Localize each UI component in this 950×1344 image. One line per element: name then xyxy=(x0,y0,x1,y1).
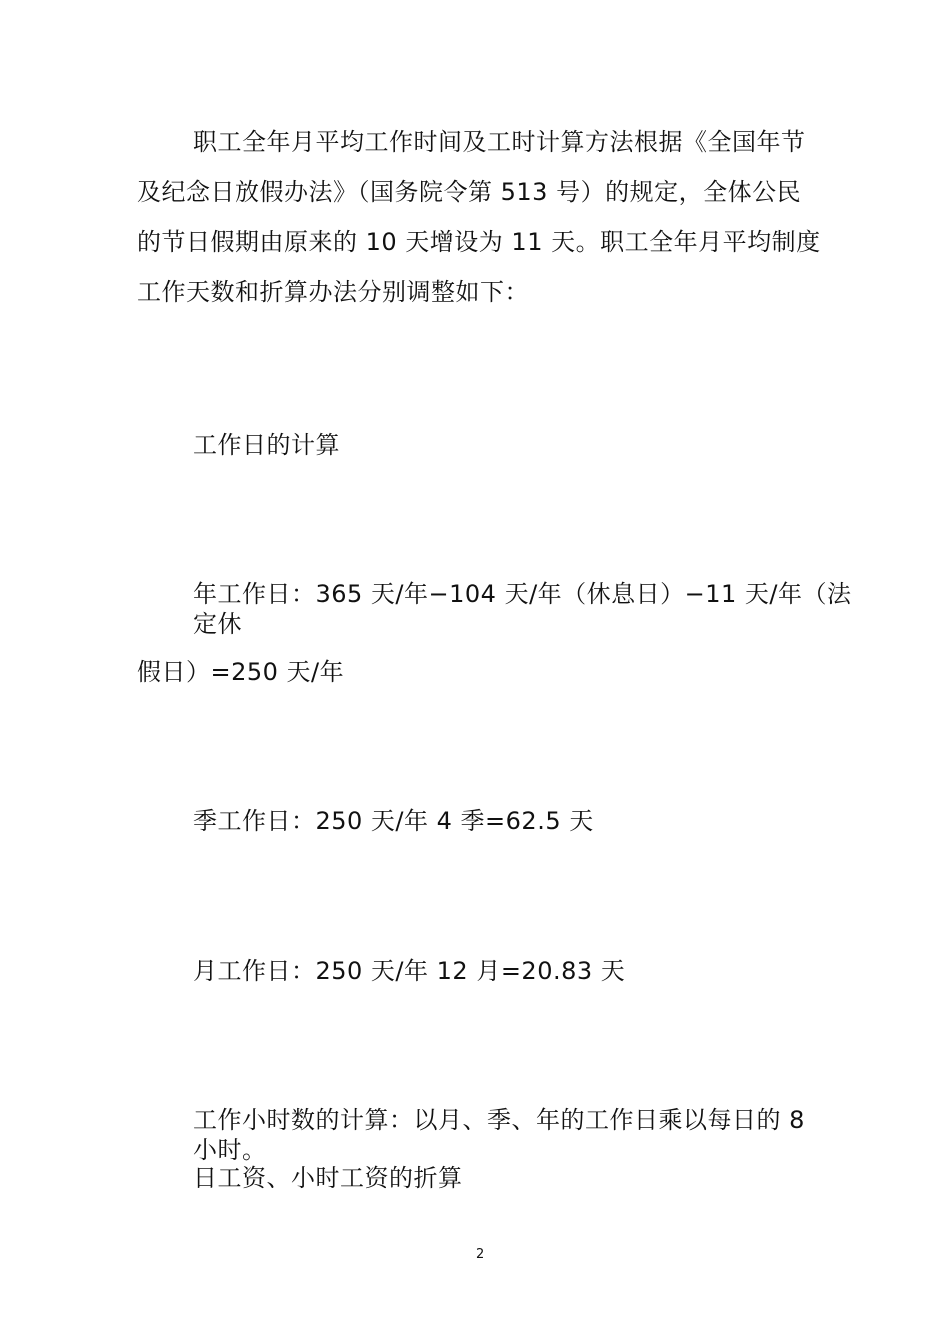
hours-line-1: 工作小时数的计算：以月、季、年的工作日乘以每日的 8 xyxy=(193,1106,805,1134)
annual-line-3: 假日）=250 天/年 xyxy=(137,658,345,686)
quarterly-line: 季工作日：250 天/年 4 季=62.5 天 xyxy=(193,807,594,835)
workday-heading: 工作日的计算 xyxy=(193,431,340,459)
intro-line-4: 工作天数和折算办法分别调整如下： xyxy=(137,278,529,306)
intro-line-2: 及纪念日放假办法》（国务院令第 513 号）的规定，全体公民 xyxy=(137,178,802,206)
page-number: 2 xyxy=(476,1247,485,1262)
monthly-line: 月工作日：250 天/年 12 月=20.83 天 xyxy=(193,957,626,985)
wage-heading: 日工资、小时工资的折算 xyxy=(193,1164,463,1192)
annual-line-2: 定休 xyxy=(193,610,242,638)
annual-line-1: 年工作日：365 天/年−104 天/年（休息日）−11 天/年（法 xyxy=(193,580,852,608)
intro-line-3: 的节日假期由原来的 10 天增设为 11 天。职工全年月平均制度 xyxy=(137,228,821,256)
hours-line-2: 小时。 xyxy=(193,1136,267,1164)
intro-line-1: 职工全年月平均工作时间及工时计算方法根据《全国年节 xyxy=(193,128,806,156)
